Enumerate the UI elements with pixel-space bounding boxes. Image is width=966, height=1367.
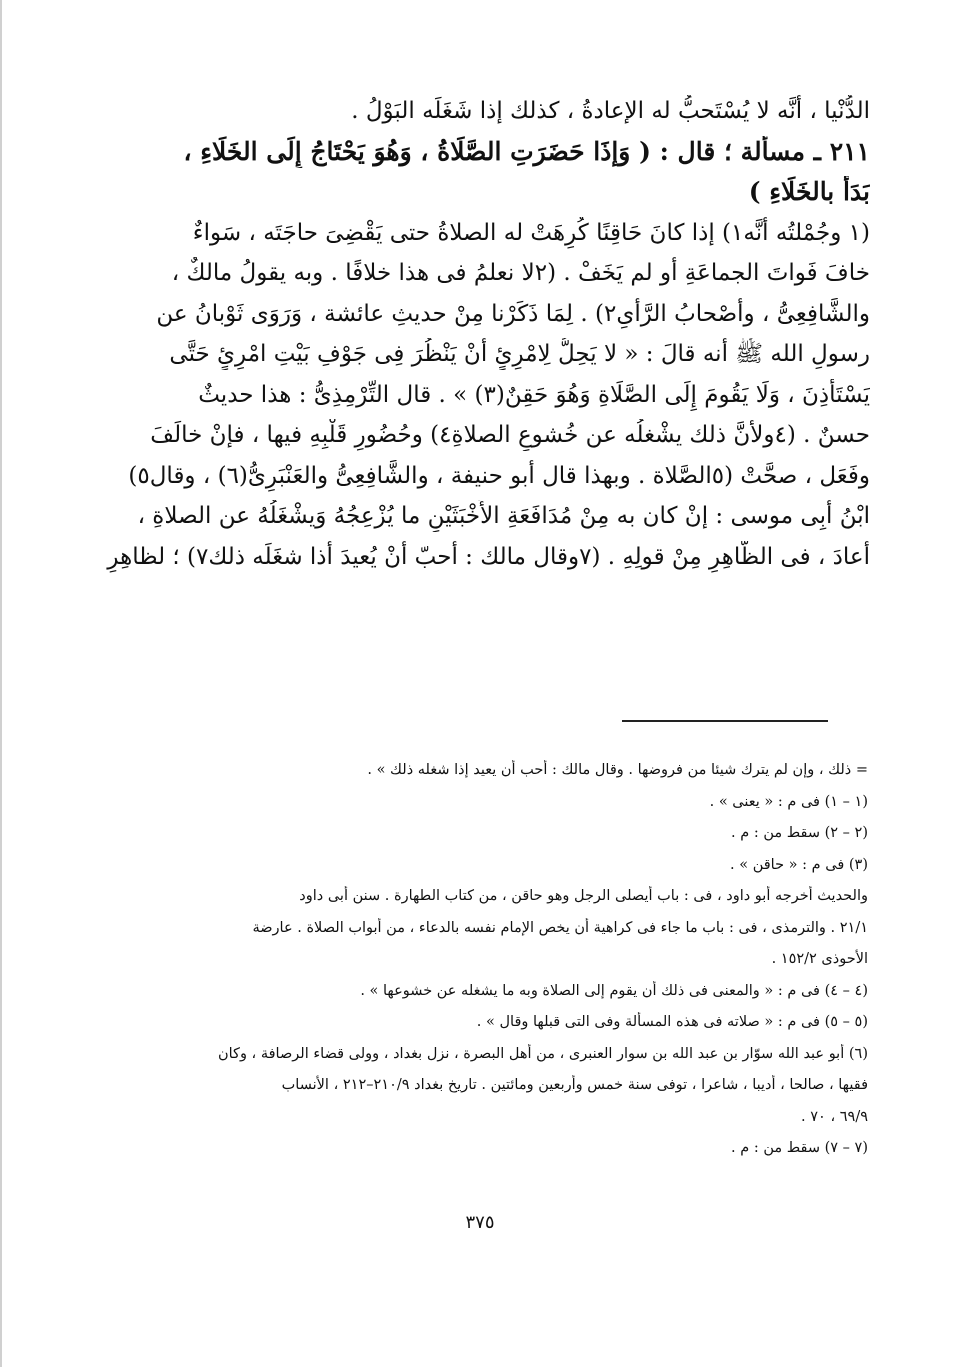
issue-heading-continued: بَدَأَ بالخَلَاءِ ) <box>748 177 870 206</box>
text-line: والشَّافِعِىُّ ، وأَصْحابُ الرَّأْىِ٢) . لِمَا ذَكَرْنا مِنْ حديثِ عائشة ، وَرَوَى ثَوْبانُ عن <box>156 300 870 327</box>
footnote-line: = ذلك ، وإن لم يترك شيئا من فروضها . وقال مالك : أحب أن يعيد إذا شغله ذلك » . <box>367 762 868 778</box>
footnote-line: (٤ – ٤) فى م : « والمعنى فى ذلك أن يقوم إلى الصلاة وبه ما يشغله عن خشوعها » . <box>360 982 868 999</box>
text-line: خافَ فَواتَ الجماعَةِ أو لم يَخَفْ . (٢لا نعلمُ فى هذا خلافًا . وبه يقولُ مالكٌ ، <box>171 260 870 286</box>
text-line: الدُّنْيا ، أنَّه لا يُسْتَحبُّ له الإعادةُ ، كذلك إذا شَغَلَه البَوْلُ . <box>351 98 870 124</box>
text-line: رسولِ الله ﷺ أنه قالَ : « لا يَحِلُّ لِامْرِئٍ أَنْ يَنْظُرَ فِى جَوْفِ بَيْتِ امْرِئٍ حَتَّى <box>169 341 870 367</box>
page-number: ٣٧٥ <box>465 1212 495 1233</box>
footnote-separator <box>622 720 828 722</box>
text-line: ابْنُ أَبِى موسى : إنْ كان به مِنْ مُدَافَعَةِ الأَخْبَثَيْنِ ما يُزْعِجُهُ وَيشْغَلُهُ عن الصلاةِ ، <box>137 503 870 529</box>
footnote-line: (٢ – ٢) سقط من : م . <box>731 825 868 841</box>
scan-margin-line <box>0 0 2 1367</box>
text-line: أعادَ ، فى الظَّاهِرِ مِنْ قولِهِ . (٧وقال مالك : أحبّ أنْ يُعيدَ أذا شغَلَه ذلك٧) ؛ لظاهِرِ <box>107 543 870 570</box>
text-line: حسنٌ . (٤ولأنَّ ذلك يشْغلُه عن خُشوعِ الصلاةِ٤) وحُضُورِ قَلْبِهِ فيها ، فإنْ خالَفَ <box>150 422 870 448</box>
footnote-line: والحديث أخرجه أبو داود ، فى : باب أيصلى الرجل وهو حاقن ، من كتاب الطهارة . سنن أبى داود <box>299 888 868 904</box>
footnote-line: ٢١/١ . والترمذى ، فى : باب ما جاء فى كراهية أن يخص الإمام نفسه بالدعاء ، من أبواب الصلاة . عارضة <box>252 919 868 936</box>
text-line: يَسْتَأْذِنَ ، وَلَا يَقُومَ إِلَى الصَّلَاةِ وَهُوَ حَقِنٌ(٣) » . قال التِّرْمِذِىُّ : هذا حديثٌ <box>198 381 870 408</box>
text-line: وفَعَل ، صحَّتْ (٥الصَّلاة . وبهذا قال أبو حنيفة ، والشَّافِعِىُّ والعَنْبَرِىُّ(٦) ، وقال٥) <box>128 462 870 489</box>
text-line: (١ وجُمْلتُه أنَّه١) إذا كانَ حَاقِنًا كُرِهَتْ له الصلاةُ حتى يَقْضِىَ حاجَتَه ، سَواءٌ <box>192 219 870 246</box>
main-text <box>70 95 870 581</box>
footnote-line: ٦٩/٩ ، ٧٠ . <box>801 1108 868 1125</box>
footnote-line: (٣) فى م : « حاقن » . <box>730 856 868 873</box>
footnote-line: فقيها ، صالحا ، أديبا ، شاعرا ، توفى سنة خمس وأربعين ومائتين . تاريخ بغداد ٢١٠/٩–٢١٢ ، الأنساب <box>281 1077 868 1093</box>
footnote-line: (٦) أبو عبد الله سوّار بن عبد الله بن سوار العنبرى ، من أهل البصرة ، نزل بغداد ، وولى قضاء الرصافة ، وكان <box>217 1045 868 1062</box>
issue-heading: ٢١١ ـ مسألة ؛ قال : ( وَإذَا حَضَرَتِ الصَّلَاةُ ، وَهُوَ يَحْتَاجُ إِلَى الخَلَاءِ ، <box>183 136 870 166</box>
footnote-line: (٥ – ٥) فى م : « صلاته فى هذه المسألة وفى التى قبلها وقال » . <box>476 1014 868 1030</box>
footnotes <box>148 760 868 1170</box>
footnote-line: الأحوذى ١٥٢/٢ . <box>771 951 868 967</box>
footnote-line: (٧ – ٧) سقط من : م . <box>731 1140 868 1156</box>
footnote-line: (١ – ١) فى م : « يعنى » . <box>709 793 868 810</box>
